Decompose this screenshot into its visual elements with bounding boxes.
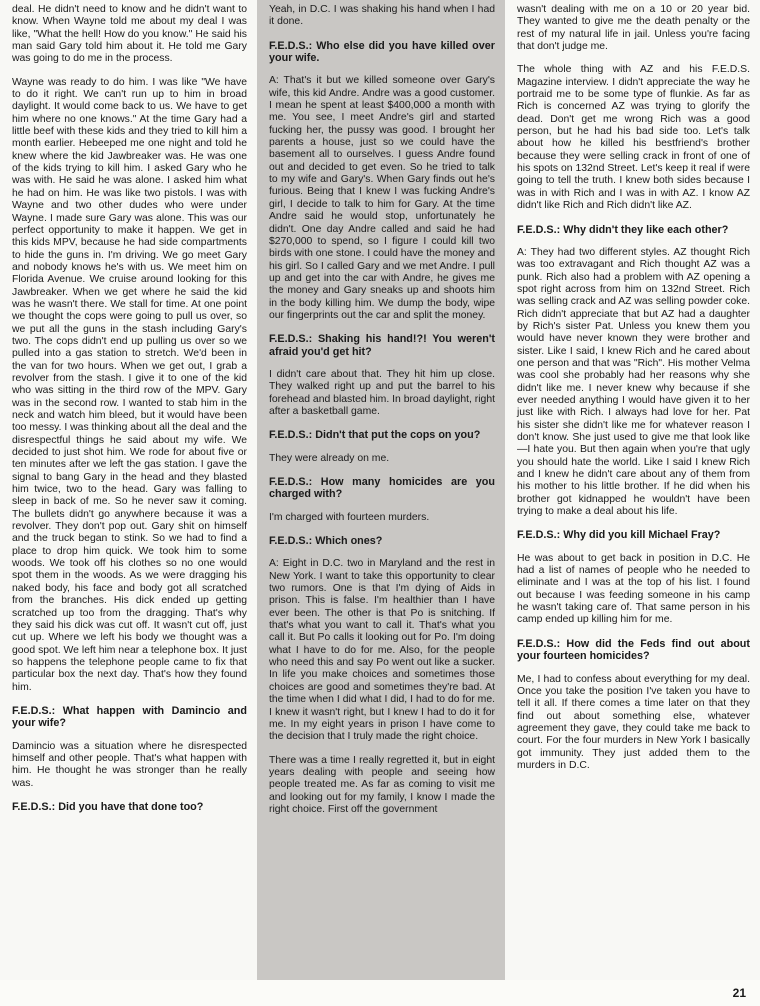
interview-answer: They were already on me. bbox=[269, 452, 390, 464]
interview-question: F.E.D.S.: Shaking his hand!?! You weren't afraid you'd get hit? bbox=[269, 333, 495, 358]
interview-question: F.E.D.S.: What happen with Damincio and your wife? bbox=[12, 704, 247, 730]
interview-answer: Damincio was a situation where he disrespected himself and other people. That's what happen with him. He thought he was stronger than he really was. bbox=[12, 740, 247, 789]
interview-question: F.E.D.S.: Didn't that put the cops on you? bbox=[269, 429, 481, 442]
interview-answer: Me, I had to confess about everything for my deal. Once you take the position I've taken you have to tell it all. If there comes a time later on that they find out about something else, whatever agreement they gave, they could take me back to court. For the four murders in New York I basically got immunity. They just added them to the murders in D.C. bbox=[517, 673, 750, 771]
page-number: 21 bbox=[732, 986, 746, 1000]
interview-answer: I'm charged with fourteen murders. bbox=[269, 511, 430, 523]
interview-question: F.E.D.S.: Which ones? bbox=[269, 535, 383, 548]
interview-answer: A: That's it but we killed someone over Gary's wife, this kid Andre. Andre was a good customer. I mean he spent at least $400,000 a month with me. You see, I meet Andre's girl and started fucking her, the pussy was good. I brought her parents a house, just so we could have the basement all to ourselves. I guess Andre found out and decided to get even. So he tried to talk to my wife and Gary's. When Gary finds out he's furious. Being that I knew I was fucking Andre's girl, I decide to talk to him for Gary. At the time Andre said he would stop, unfortunately he didn't. One day Andre called and said he had $270,000 to spend, so I figure I could kill two birds with one stone. I could have the money and his girl. So I called Gary and we met Andre. I pull up and get into the car with Andre, he gives me the money and Gary sneaks up and shoots him in the body killing him. We dump the body, wipe our fingerprints out the car and split the money. bbox=[269, 75, 495, 321]
interview-question: F.E.D.S.: Who else did you have killed over your wife. bbox=[269, 39, 495, 65]
interview-question: F.E.D.S.: Why didn't they like each other? bbox=[517, 223, 729, 236]
interview-question: F.E.D.S.: How many homicides are you charged with? bbox=[269, 476, 495, 501]
interview-answer: Yeah, in D.C. I was shaking his hand when I had it done. bbox=[269, 4, 495, 28]
interview-answer: He was about to get back in position in D.C. He had a list of names of people who he needed to eliminate and I was at the top of his list. I found out because I was feeding someone in his camp he wasn't taking care of. That same person in his camp ended up killing him for me. bbox=[517, 552, 750, 626]
interview-answer: I didn't care about that. They hit him up close. They walked right up and put the barrel to his forehead and blasted him. In broad daylight, right after a basketball game. bbox=[269, 368, 495, 417]
column-2-shaded bbox=[257, 0, 505, 980]
interview-answer: The whole thing with AZ and his F.E.D.S. Magazine interview. I didn't appreciate the way he portraid me to be some type of flunkie. As far as Rich is concerned AZ was trying to glorify the dead. Don't get me wrong Rich was a good person, but he had his bad side too. Let's talk about how he killed his bestfriend's brother because they were selling crack in front of one of his spots on 132nd Street. Let's keep it real if were going to tell the truth. I knew both sides because I was in with Rich and I was in with AZ. I know AZ didn't like Rich and Rich didn't like AZ. bbox=[517, 64, 750, 212]
interview-answer: wasn't dealing with me on a 10 or 20 year bid. They wanted to give me the death penalty or the rest of my natural life in jail. Unless you're facing that don't judge me. bbox=[517, 4, 750, 53]
column-3 bbox=[505, 0, 760, 980]
interview-question: F.E.D.S.: Did you have that done too? bbox=[12, 800, 204, 813]
interview-answer: There was a time I really regretted it, but in eight years dealing with people and seeing how people treated me. As far as coming to visit me and looking out for my family, I know I made the right choice. First off the government bbox=[269, 754, 495, 815]
column-1 bbox=[0, 0, 257, 980]
interview-question: F.E.D.S.: Why did you kill Michael Fray? bbox=[517, 529, 721, 542]
interview-answer: Wayne was ready to do him. I was like "We have to do it right. We can't run up to him in broad daylight. It would come back to us. We have to get him where no one knows." At the time Gary had a little beef with these kids and they tried to kill him a month earlier. Hebeeped me one night and told he knew where the kid Jawbreaker was. He was one of the kids trying to kill him. I asked Gary who he was with. He said he was alone. I asked him what he had on him. He was like two pistols. I was with Wayne and two other dudes who were under Wayne. I made sure Gary was alone. This was our perfect opportunity to make it happen. We get in this kids MPV, because he had side compartments to hide the guns in. I'm driving. We go meet Gary and nobody knows he's with us. We meet him on Florida Avenue. We cruise around looking for this Jawbreaker. When we get where he said the kid was he wasn't there. We stall for time. At one point we thought the cops were going to pull us over, so we put all the guns in the stash including Gary's two. The cops didn't end up pulling us over so we pulled into a gas station to stretch. We'd been in the van for two hours. When we get out, I grab a revolver from the stash. I give it to one of the kid who was sitting in the third row of the MPV. Gary was in the second row. I wanted to stab him in the neck and watch him bleed, but it would have been too messy. I was thinking about all the deal and the disrespectful things he said about my wife. We decided to just shot him. We rode for about five or ten minutes after we left the gas station. I gave the signal to bang Gary in the head and they blasted him twice, two to the head. Gary was falling to sleep in back of me. So he never saw it coming. The bullets didn't go anywhere because it was a revolver. They don't pop out. Gary shit on himself and the truck began to stink. So we had to find a place to drop him quick. We took him to some woods. We took off his clothes so no one would spot them in the woods. As we were dragging his naked body, his face and body got all scratched from the branches. His dick ended up getting scratched up too from the dragging. That's why they said his dick was cut off. It wasn't cut off, just cut up. Where we left his body we thought was a good spot. We left him near a telephone box. It just so happens the telephone people came to fix that particular box the next day. That's how they found him. bbox=[12, 76, 247, 693]
interview-answer: A: Eight in D.C. two in Maryland and the rest in New York. I want to take this opportunity to clear two rumors. One is that I'm dying of Aids in prison. This is false. I'm healthier than I have ever been. The other is that Po is snitching. If that's what you want to call it. That's what you call it. But Po calls it looking out for Po. I'm doing what I have to do for me. Also, for the people who need this and say Po went out like a sucker. In life you make choices and sometimes those choices are good and sometimes they're bad. At the time when I did what I did, I had to do for me. I knew it wasn't right, but I knew I had to do it for me. In my eight years in prison I have come to the decision that I truly made the right choice. bbox=[269, 558, 495, 743]
interview-answer: deal. He didn't need to know and he didn't want to know. When Wayne told me about my deal I was like, "What the hell! How do you know." He said his man said Gary told him about it. He told me Gary was going to do me in the process. bbox=[12, 4, 247, 65]
interview-answer: A: They had two different styles. AZ thought Rich was too extravagant and Rich thought AZ was a punk. Rich also had a problem with AZ opening a spot right across from him on 132nd Street. Rich was selling crack and AZ was selling powder coke. Rich didn't appreciate that but AZ had a daughter by Rich's sister Pat. Unless you knew them you would have never known they were brother and sister. Like I said, I knew Rich and he cared about one person and that was "Rich". His mother Velma was cool she probably had her reasons why she didn't like me. I never knew why because if she ever needed anything I would have given it to her just like with Rich. I always had love for her. Pat his sister she didn't like me for whatever reason I don't know. She just used to give me that look like—I hate you. But then again when you're that ugly you should hate the world. Like I said I knew Rich and I knew he didn't care about any of them from his mother to his little brother. If he did when his brother got kidnapped he wouldn't have been trying to make a deal about his life. bbox=[517, 246, 750, 518]
interview-question: F.E.D.S.: How did the Feds find out about your fourteen homicides? bbox=[517, 637, 750, 663]
